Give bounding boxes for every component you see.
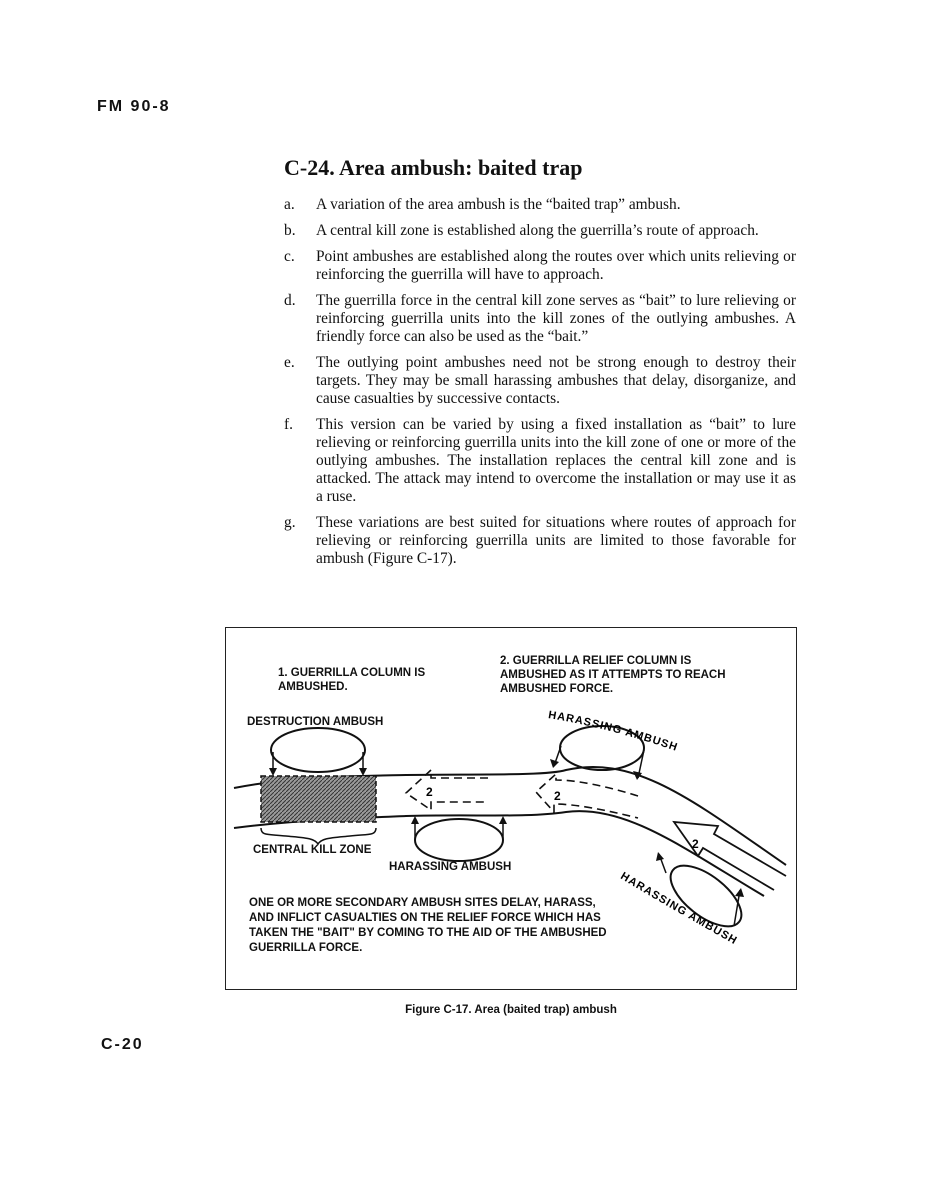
list-item [284,248,796,284]
page-number: C-20 [101,1036,144,1053]
list-item [284,292,796,346]
manual-code: FM 90-8 [97,98,171,115]
arrow-number-left: 2 [426,785,433,799]
item-letter: c. [284,248,295,265]
step-two-label: 2. GUERRILLA RELIEF COLUMN IS AMBUSHED AS IT ATTEMPTS TO REACH AMBUSHED FORCE. [500,655,726,695]
item-text: These variations are best suited for situations where routes of approach for relieving or reinforcing guerrilla units are limited to those favorable for ambush (Figure C-17). [316,514,796,567]
figure-caption: Figure C-17. Area (baited trap) ambush [405,1004,617,1016]
kill-zone-label: CENTRAL KILL ZONE [253,844,372,856]
relief-route-arrow-left [406,770,488,810]
item-text: The outlying point ambushes need not be strong enough to destroy their targets. They may be small harassing ambushes that delay, disorganize, and cause casualties by successive contacts. [316,354,796,407]
harassing-ambush-top-label: HARASSING AMBUSH [547,709,680,754]
list-item [284,514,796,568]
item-text: A central kill zone is established along the guerrilla’s route of approach. [316,222,759,239]
item-text: Point ambushes are established along the routes over which units relieving or reinforcing the guerrilla will have to approach. [316,248,796,283]
kill-zone-brace [261,828,376,844]
kill-zone-area [261,776,376,822]
item-letter: f. [284,416,293,433]
item-letter: a. [284,196,295,213]
step-one-label: 1. GUERRILLA COLUMN IS AMBUSHED. [278,667,426,693]
harassing-ambush-bottom-label: HARASSING AMBUSH [389,861,512,873]
destruction-ambush-label: DESTRUCTION AMBUSH [247,716,384,728]
item-text: A variation of the area ambush is the “baited trap” ambush. [316,196,681,213]
item-text: This version can be varied by using a fixed installation as “bait” to lure relieving or reinforcing guerrilla units into the kill zone of one or more of the outlying ambushes. The installation replaces the central kill zone and is attacked. The attack may intend to overcome the installation or may use it as a ruse. [316,416,796,505]
item-letter: b. [284,222,296,239]
ambush-diagram [225,627,797,990]
item-text: The guerrilla force in the central kill zone serves as “bait” to lure relieving or reinforcing guerrilla units into the kill zones of the outlying ambushes. A friendly force can also be used as the “bait.” [316,292,796,345]
list-item [284,416,796,506]
item-list [284,196,796,576]
item-letter: g. [284,514,296,531]
list-item [284,196,796,214]
arrow-number-right: 2 [692,837,699,851]
relief-column-arrow [674,822,786,890]
harassing-ambush-right-label: HARASSING AMBUSH [618,870,740,948]
destruction-ambush-position [271,728,365,772]
harassing-ambush-bottom-position [415,819,503,861]
secondary-sites-note: ONE OR MORE SECONDARY AMBUSH SITES DELAY, HARASS, AND INFLICT CASUALTIES ON THE RELIEF FORCE WHICH HAS TAKEN THE "BAIT" BY COMING TO THE AID OF THE AMBUSHED GUERRILLA FORCE. [249,897,607,954]
arrow-number-middle: 2 [554,789,561,803]
list-item [284,222,796,240]
item-letter: d. [284,292,296,309]
section-title: C-24. Area ambush: baited trap [284,155,583,180]
list-item [284,354,796,408]
item-letter: e. [284,354,295,371]
